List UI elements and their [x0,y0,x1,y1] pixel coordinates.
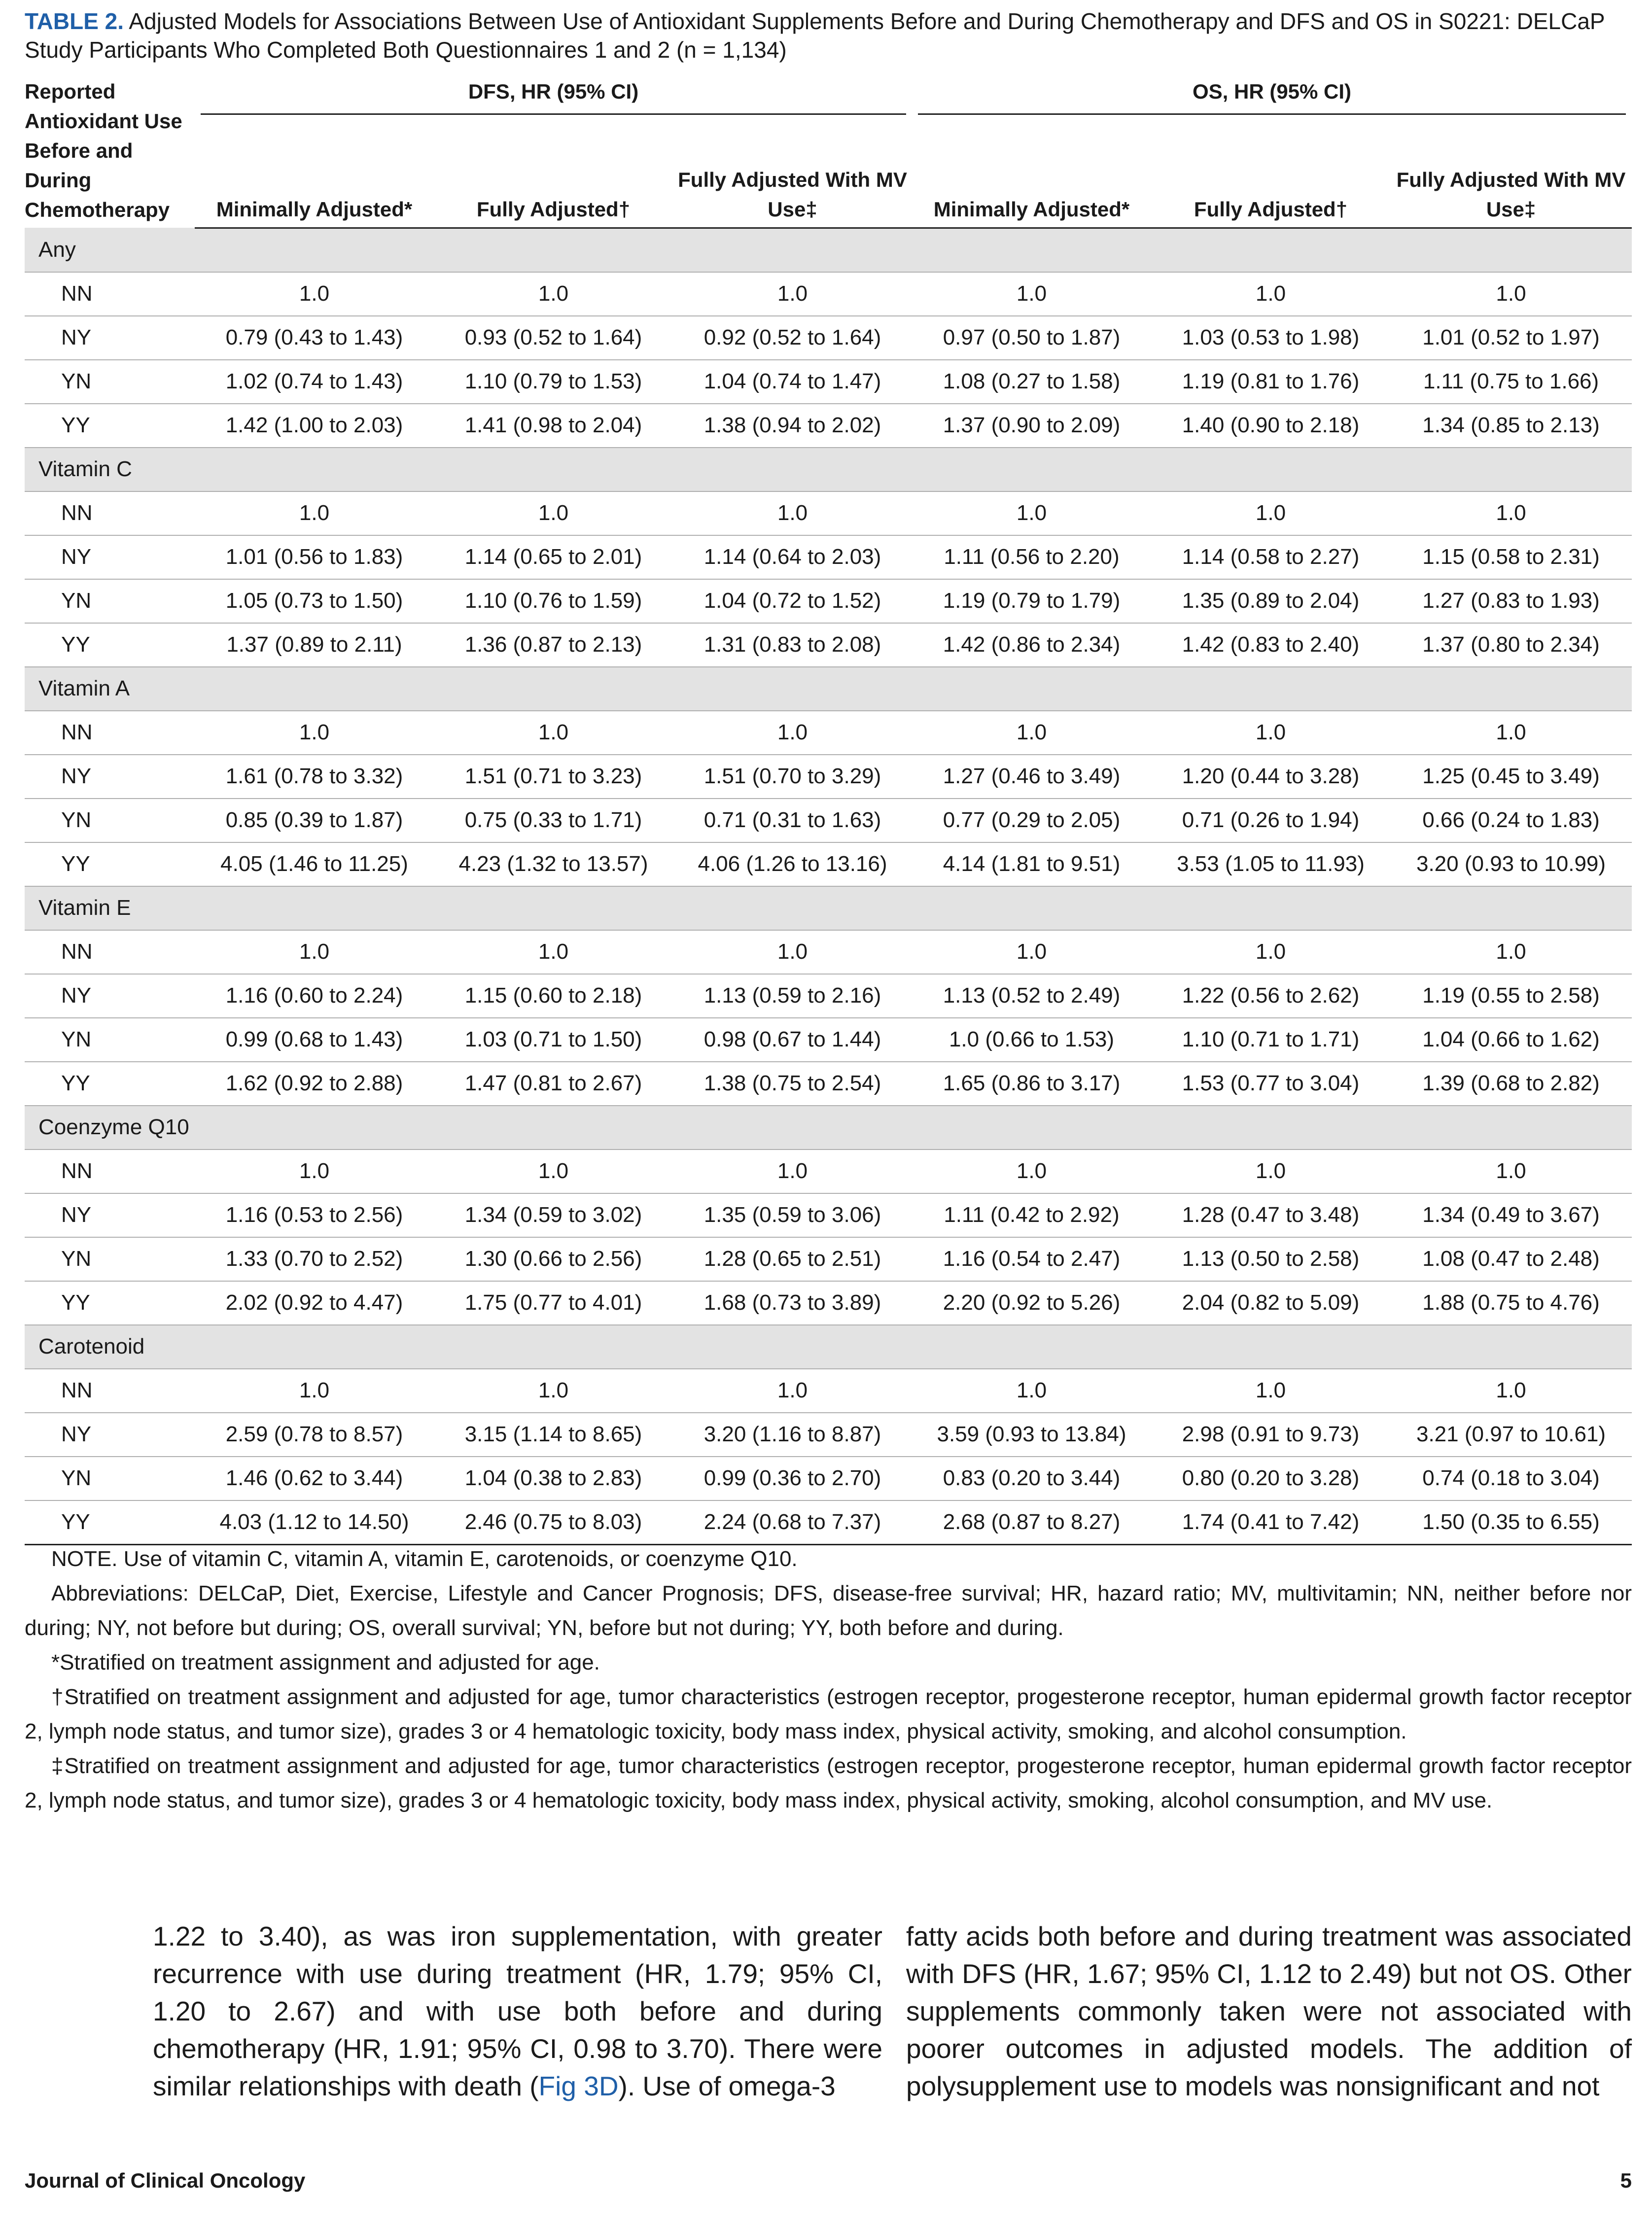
hr-cell: 1.53 (0.77 to 3.04) [1151,1062,1390,1106]
hr-cell: 0.97 (0.50 to 1.87) [912,316,1151,360]
hr-cell: 1.0 [673,1149,912,1193]
table-row [25,1193,1632,1237]
hr-cell: 1.34 (0.59 to 3.02) [434,1193,673,1237]
hr-cell: 1.36 (0.87 to 2.13) [434,623,673,667]
hr-cell: 1.0 [195,1369,434,1413]
row-label: NN [25,1149,195,1193]
table-row [25,272,1632,316]
hr-cell: 1.62 (0.92 to 2.88) [195,1062,434,1106]
section-label: Carotenoid [25,1325,1632,1369]
hr-cell: 1.0 [912,930,1151,974]
hr-cell: 1.11 (0.56 to 2.20) [912,535,1151,579]
table-row [25,930,1632,974]
section-label: Coenzyme Q10 [25,1106,1632,1149]
hr-cell: 2.20 (0.92 to 5.26) [912,1281,1151,1325]
hr-cell: 1.51 (0.71 to 3.23) [434,755,673,799]
hr-cell: 3.59 (0.93 to 13.84) [912,1413,1151,1457]
hr-cell: 1.14 (0.65 to 2.01) [434,535,673,579]
hr-cell: 1.50 (0.35 to 6.55) [1390,1500,1632,1545]
dfs-group-label: DFS, HR (95% CI) [468,80,639,103]
hr-cell: 1.74 (0.41 to 7.42) [1151,1500,1390,1545]
row-label: YY [25,842,195,886]
section-label: Vitamin E [25,886,1632,930]
row-label: YN [25,799,195,842]
hr-cell: 1.47 (0.81 to 2.67) [434,1062,673,1106]
hr-cell: 1.42 (0.83 to 2.40) [1151,623,1390,667]
body-paragraph-right: fatty acids both before and during treatment was associated with DFS (HR, 1.67; 95% CI, 1.12 to 2.49) but not OS. Other supplements commonly taken were not associated with poorer outcomes in adjusted models. The addition of polysupplement use to models was nonsignificant and not [906,1921,1632,2101]
table-row [25,842,1632,886]
hr-cell: 1.0 [912,272,1151,316]
hr-cell: 1.11 (0.75 to 1.66) [1390,360,1632,404]
section-row [25,1325,1632,1369]
hr-cell: 2.98 (0.91 to 9.73) [1151,1413,1390,1457]
hr-cell: 1.13 (0.50 to 2.58) [1151,1237,1390,1281]
hr-cell: 1.39 (0.68 to 2.82) [1390,1062,1632,1106]
hr-cell: 1.0 [434,711,673,755]
hr-cell: 1.0 [1390,711,1632,755]
hr-cell: 1.20 (0.44 to 3.28) [1151,755,1390,799]
hr-cell: 1.0 [434,1369,673,1413]
hr-cell: 0.79 (0.43 to 1.43) [195,316,434,360]
hr-cell: 1.15 (0.58 to 2.31) [1390,535,1632,579]
table-row [25,1413,1632,1457]
os-fully-mv-header: Fully Adjusted With MV Use‡ [1390,120,1632,228]
hr-cell: 1.13 (0.59 to 2.16) [673,974,912,1018]
dfs-fully-mv-header: Fully Adjusted With MV Use‡ [673,120,912,228]
row-label: YY [25,623,195,667]
table-row [25,1457,1632,1500]
table-row [25,404,1632,448]
hr-cell: 4.06 (1.26 to 13.16) [673,842,912,886]
table-title: Adjusted Models for Associations Between Use of Antioxidant Supplements Before and During Chemotherapy and DFS and OS in S0221: DELCaP Study Participants Who Completed Both Questionnaires 1 and 2 (n = 1,134) [25,8,1605,63]
section-label: Vitamin A [25,667,1632,711]
hr-cell: 1.0 [195,1149,434,1193]
hr-cell: 3.20 (1.16 to 8.87) [673,1413,912,1457]
table-row [25,1018,1632,1062]
hr-cell: 1.04 (0.72 to 1.52) [673,579,912,623]
hr-cell: 1.22 (0.56 to 2.62) [1151,974,1390,1018]
hr-cell: 0.74 (0.18 to 3.04) [1390,1457,1632,1500]
table-row [25,1149,1632,1193]
row-label: NY [25,755,195,799]
table-row [25,316,1632,360]
table-row [25,623,1632,667]
section-label: Any [25,228,1632,272]
hr-cell: 3.20 (0.93 to 10.99) [1390,842,1632,886]
hr-cell: 1.13 (0.52 to 2.49) [912,974,1151,1018]
hr-cell: 1.11 (0.42 to 2.92) [912,1193,1151,1237]
hr-cell: 1.03 (0.53 to 1.98) [1151,316,1390,360]
hr-cell: 1.0 [434,930,673,974]
hr-cell: 0.77 (0.29 to 2.05) [912,799,1151,842]
body-column-right [906,1917,1632,2105]
hr-cell: 1.0 [1390,272,1632,316]
note-abbreviations: Abbreviations: DELCaP, Diet, Exercise, Lifestyle and Cancer Prognosis; DFS, disease-free survival; HR, hazard ratio; MV, multivitamin; NN, neither before nor during; NY, not before but during; OS, overall survival; YN, before but not during; YY, both before and during. [25,1581,1632,1640]
hr-cell: 1.34 (0.49 to 3.67) [1390,1193,1632,1237]
hr-cell: 1.30 (0.66 to 2.56) [434,1237,673,1281]
table-row [25,799,1632,842]
hr-cell: 2.68 (0.87 to 8.27) [912,1500,1151,1545]
hr-cell: 1.14 (0.64 to 2.03) [673,535,912,579]
table-row [25,755,1632,799]
hr-cell: 1.25 (0.45 to 3.49) [1390,755,1632,799]
hr-cell: 0.71 (0.26 to 1.94) [1151,799,1390,842]
row-label: NN [25,272,195,316]
hr-cell: 1.75 (0.77 to 4.01) [434,1281,673,1325]
hr-cell: 0.85 (0.39 to 1.87) [195,799,434,842]
dfs-fully-header: Fully Adjusted† [434,120,673,228]
hr-cell: 1.0 [673,930,912,974]
hr-cell: 1.88 (0.75 to 4.76) [1390,1281,1632,1325]
hr-cell: 1.61 (0.78 to 3.32) [195,755,434,799]
hr-cell: 1.0 [195,711,434,755]
body-paragraph-left [153,1917,882,2105]
hr-cell: 1.19 (0.79 to 1.79) [912,579,1151,623]
hr-cell: 1.35 (0.59 to 3.06) [673,1193,912,1237]
dfs-group-header [195,77,912,120]
journal-name: Journal of Clinical Oncology [25,2169,306,2192]
note-general: NOTE. Use of vitamin C, vitamin A, vitamin E, carotenoids, or coenzyme Q10. [51,1547,798,1571]
hr-cell: 1.34 (0.85 to 2.13) [1390,404,1632,448]
hr-cell: 4.23 (1.32 to 13.57) [434,842,673,886]
table-row [25,974,1632,1018]
row-label: YN [25,1237,195,1281]
hr-cell: 3.21 (0.97 to 10.61) [1390,1413,1632,1457]
os-fully-header: Fully Adjusted† [1151,120,1390,228]
row-label: NY [25,1413,195,1457]
body-text-left-2: ). Use of omega-3 [618,2071,836,2101]
table-row [25,1062,1632,1106]
table-notes [25,1542,1632,1818]
hr-cell: 0.93 (0.52 to 1.64) [434,316,673,360]
section-row [25,448,1632,491]
table-body [25,228,1632,1544]
table-row [25,1281,1632,1325]
hr-cell: 1.40 (0.90 to 2.18) [1151,404,1390,448]
row-label: YN [25,360,195,404]
hr-cell: 1.0 [434,491,673,535]
hr-cell: 1.19 (0.81 to 1.76) [1151,360,1390,404]
row-label: YY [25,404,195,448]
hr-cell: 0.83 (0.20 to 3.44) [912,1457,1151,1500]
note-fully: †Stratified on treatment assignment and adjusted for age, tumor characteristics (estrogen receptor, progesterone receptor, human epidermal growth factor receptor 2, lymph node status, and tumor size), grades 3 or 4 hematologic toxicity, body mass index, physical activity, smoking, and alcohol consumption. [25,1685,1632,1743]
table-row [25,535,1632,579]
os-group-header [912,77,1632,120]
hr-cell: 1.41 (0.98 to 2.04) [434,404,673,448]
hr-cell: 1.08 (0.27 to 1.58) [912,360,1151,404]
hr-cell: 2.59 (0.78 to 8.57) [195,1413,434,1457]
row-label: NN [25,711,195,755]
hr-cell: 1.42 (1.00 to 2.03) [195,404,434,448]
page-number: 5 [1620,2169,1632,2192]
hr-cell: 0.99 (0.36 to 2.70) [673,1457,912,1500]
hr-cell: 1.10 (0.76 to 1.59) [434,579,673,623]
hr-cell: 0.80 (0.20 to 3.28) [1151,1457,1390,1500]
os-minimally-header: Minimally Adjusted* [912,120,1151,228]
hr-cell: 1.0 [673,711,912,755]
row-label: YY [25,1062,195,1106]
hr-cell: 1.0 [912,1369,1151,1413]
note-minimally: *Stratified on treatment assignment and adjusted for age. [51,1650,600,1674]
hr-cell: 1.37 (0.90 to 2.09) [912,404,1151,448]
hr-cell: 1.37 (0.89 to 2.11) [195,623,434,667]
table-row [25,491,1632,535]
row-label: NN [25,491,195,535]
hr-cell: 1.0 [195,491,434,535]
hr-cell: 1.0 [1151,272,1390,316]
hr-cell: 1.37 (0.80 to 2.34) [1390,623,1632,667]
hr-cell: 1.38 (0.75 to 2.54) [673,1062,912,1106]
hr-cell: 1.02 (0.74 to 1.43) [195,360,434,404]
hr-cell: 4.03 (1.12 to 14.50) [195,1500,434,1545]
hr-cell: 1.0 [912,711,1151,755]
row-label: NY [25,316,195,360]
figure-link[interactable]: Fig 3D [538,2071,619,2101]
hr-cell: 1.68 (0.73 to 3.89) [673,1281,912,1325]
dfs-minimally-header: Minimally Adjusted* [195,120,434,228]
body-column-left [153,1917,882,2105]
hr-cell: 1.42 (0.86 to 2.34) [912,623,1151,667]
hr-cell: 4.14 (1.81 to 9.51) [912,842,1151,886]
hr-cell: 1.0 [673,1369,912,1413]
row-label: NY [25,535,195,579]
section-row [25,886,1632,930]
hr-cell: 1.16 (0.53 to 2.56) [195,1193,434,1237]
hr-cell: 0.75 (0.33 to 1.71) [434,799,673,842]
hr-cell: 3.53 (1.05 to 11.93) [1151,842,1390,886]
hr-cell: 1.0 [1151,1149,1390,1193]
section-label: Vitamin C [25,448,1632,491]
hr-cell: 1.01 (0.52 to 1.97) [1390,316,1632,360]
row-label: YY [25,1500,195,1545]
hr-cell: 2.46 (0.75 to 8.03) [434,1500,673,1545]
hr-cell: 1.04 (0.74 to 1.47) [673,360,912,404]
hr-cell: 1.0 [195,930,434,974]
hr-cell: 1.04 (0.38 to 2.83) [434,1457,673,1500]
hr-cell: 1.01 (0.56 to 1.83) [195,535,434,579]
hr-cell: 1.0 [1151,1369,1390,1413]
hr-cell: 1.19 (0.55 to 2.58) [1390,974,1632,1018]
table-row [25,579,1632,623]
hr-cell: 1.27 (0.46 to 3.49) [912,755,1151,799]
row-label: NN [25,1369,195,1413]
hr-cell: 1.0 [1390,930,1632,974]
hr-cell: 1.15 (0.60 to 2.18) [434,974,673,1018]
table-row [25,1500,1632,1545]
hr-cell: 1.0 [1151,711,1390,755]
hr-cell: 0.99 (0.68 to 1.43) [195,1018,434,1062]
hr-cell: 1.0 [434,272,673,316]
hr-cell: 1.05 (0.73 to 1.50) [195,579,434,623]
section-row [25,667,1632,711]
hr-cell: 1.04 (0.66 to 1.62) [1390,1018,1632,1062]
hr-cell: 1.0 [673,491,912,535]
row-label: YN [25,1457,195,1500]
os-group-label: OS, HR (95% CI) [1192,80,1352,103]
hr-cell: 3.15 (1.14 to 8.65) [434,1413,673,1457]
hr-cell: 1.28 (0.47 to 3.48) [1151,1193,1390,1237]
hr-cell: 1.28 (0.65 to 2.51) [673,1237,912,1281]
row-label: YN [25,1018,195,1062]
table-row [25,1237,1632,1281]
hr-cell: 1.27 (0.83 to 1.93) [1390,579,1632,623]
table-label: TABLE 2. [25,8,124,34]
table-row [25,1369,1632,1413]
row-label: YN [25,579,195,623]
hr-cell: 1.0 [1151,491,1390,535]
hr-cell: 1.0 [912,1149,1151,1193]
body-text-left-1: 1.22 to 3.40), as was iron supplementation, with greater recurrence with use during treatment (HR, 1.79; 95% CI, 1.20 to 2.67) and with use both before and during chemotherapy (HR, 1.91; 95% CI, 0.98 to 3.70). There were similar relationships with death ( [153,1921,882,2101]
stub-header: Reported Antioxidant Use Before and During Chemotherapy [25,80,182,221]
hr-cell: 1.0 [912,491,1151,535]
hr-cell: 1.31 (0.83 to 2.08) [673,623,912,667]
hr-cell: 1.0 [1390,491,1632,535]
hr-cell: 4.05 (1.46 to 11.25) [195,842,434,886]
hr-cell: 1.46 (0.62 to 3.44) [195,1457,434,1500]
hr-cell: 1.14 (0.58 to 2.27) [1151,535,1390,579]
hr-cell: 1.16 (0.60 to 2.24) [195,974,434,1018]
hr-cell: 1.03 (0.71 to 1.50) [434,1018,673,1062]
hr-cell: 1.0 [1390,1369,1632,1413]
row-label: NN [25,930,195,974]
hr-cell: 1.65 (0.86 to 3.17) [912,1062,1151,1106]
hr-cell: 1.10 (0.79 to 1.53) [434,360,673,404]
hr-cell: 2.24 (0.68 to 7.37) [673,1500,912,1545]
hr-cell: 1.33 (0.70 to 2.52) [195,1237,434,1281]
hr-cell: 1.0 [1151,930,1390,974]
hr-cell: 2.02 (0.92 to 4.47) [195,1281,434,1325]
hr-cell: 2.04 (0.82 to 5.09) [1151,1281,1390,1325]
hr-cell: 1.0 [434,1149,673,1193]
section-row [25,228,1632,272]
row-label: YY [25,1281,195,1325]
hr-cell: 1.0 [195,272,434,316]
hr-cell: 1.10 (0.71 to 1.71) [1151,1018,1390,1062]
section-row [25,1106,1632,1149]
hr-cell: 1.0 (0.66 to 1.53) [912,1018,1151,1062]
table-row [25,711,1632,755]
note-fully-mv: ‡Stratified on treatment assignment and adjusted for age, tumor characteristics (estrogen receptor, progesterone receptor, human epidermal growth factor receptor 2, lymph node status, and tumor size), grades 3 or 4 hematologic toxicity, body mass index, physical activity, smoking, alcohol consumption, and MV use. [25,1754,1632,1812]
hr-cell: 1.35 (0.89 to 2.04) [1151,579,1390,623]
hr-cell: 0.71 (0.31 to 1.63) [673,799,912,842]
hr-cell: 1.38 (0.94 to 2.02) [673,404,912,448]
hr-cell: 1.51 (0.70 to 3.29) [673,755,912,799]
hr-cell: 0.92 (0.52 to 1.64) [673,316,912,360]
results-table [25,77,1632,1545]
hr-cell: 1.0 [1390,1149,1632,1193]
hr-cell: 0.98 (0.67 to 1.44) [673,1018,912,1062]
row-label: NY [25,974,195,1018]
hr-cell: 1.16 (0.54 to 2.47) [912,1237,1151,1281]
table-caption [25,7,1632,64]
table-row [25,360,1632,404]
hr-cell: 0.66 (0.24 to 1.83) [1390,799,1632,842]
hr-cell: 1.08 (0.47 to 2.48) [1390,1237,1632,1281]
hr-cell: 1.0 [673,272,912,316]
row-label: NY [25,1193,195,1237]
